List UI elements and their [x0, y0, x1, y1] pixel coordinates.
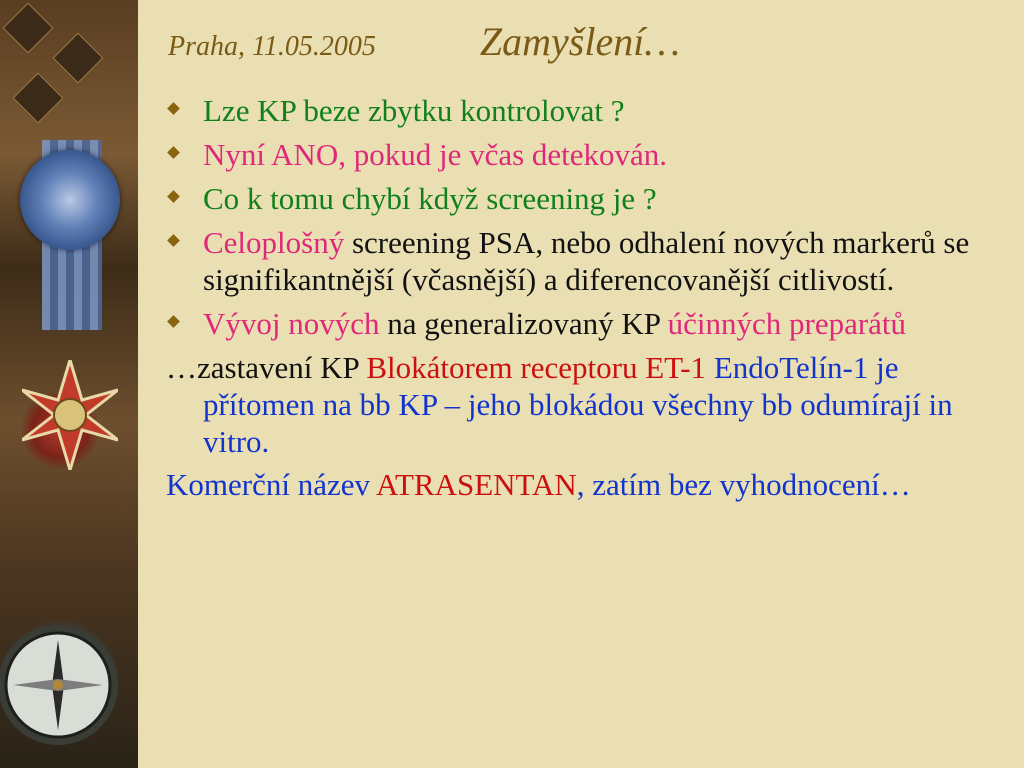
bullet-item: [166, 224, 996, 298]
bullet-text: Nyní ANO, pokud je včas detekován.: [203, 137, 668, 172]
bullet-item: [166, 136, 996, 173]
slide-content: [166, 92, 996, 509]
bullet-highlight: Vývoj nových: [203, 306, 380, 341]
bullet-text: Lze KP beze zbytku kontrolovat ?: [203, 93, 625, 128]
tile-decoration: [53, 33, 104, 84]
diamond-bullet-icon: [167, 190, 180, 203]
tile-decoration: [3, 3, 54, 54]
diamond-bullet-icon: [167, 102, 180, 115]
diamond-bullet-icon: [167, 315, 180, 328]
bullet-text: Co k tomu chybí když screening je ?: [203, 181, 657, 216]
title-date: Praha, 11.05.2005: [168, 31, 376, 62]
bullet-highlight-2: účinných preparátů: [667, 306, 907, 341]
paragraph-highlight: ATRASENTAN: [376, 467, 577, 502]
medal-cross-icon: [22, 360, 118, 470]
compass-icon: [0, 610, 128, 750]
paragraph: [166, 349, 996, 460]
bullet-item: [166, 92, 996, 129]
diamond-bullet-icon: [167, 146, 180, 159]
title-heading: Zamyšlení…: [479, 19, 680, 64]
paragraph-prefix: …zastavení KP: [166, 350, 367, 385]
bullet-highlight: Celoplošný: [203, 225, 345, 260]
decorative-medal-image: [0, 0, 138, 768]
paragraph-prefix: Komerční název: [166, 467, 377, 502]
paragraph-highlight: Blokátorem receptoru ET-1: [366, 350, 707, 385]
paragraph-text: EndoTelín-1 je přítomen na bb KP – jeho blokádou všechny bb odumírají in vitro.: [203, 350, 953, 459]
paragraph-text: , zatím bez vyhodnocení…: [576, 467, 911, 502]
bullet-item: [166, 180, 996, 217]
slide-title: [168, 18, 1008, 65]
bullet-text: na generalizovaný KP: [379, 306, 668, 341]
paragraph: [166, 466, 996, 503]
bullet-item: [166, 305, 996, 342]
tile-decoration: [13, 73, 64, 124]
medal-rosette: [20, 150, 120, 250]
diamond-bullet-icon: [167, 234, 180, 247]
bullet-text: screening PSA, nebo odhalení nových markerů se signifikantnější (včasnější) a diferencovanější citlivostí.: [203, 225, 970, 297]
